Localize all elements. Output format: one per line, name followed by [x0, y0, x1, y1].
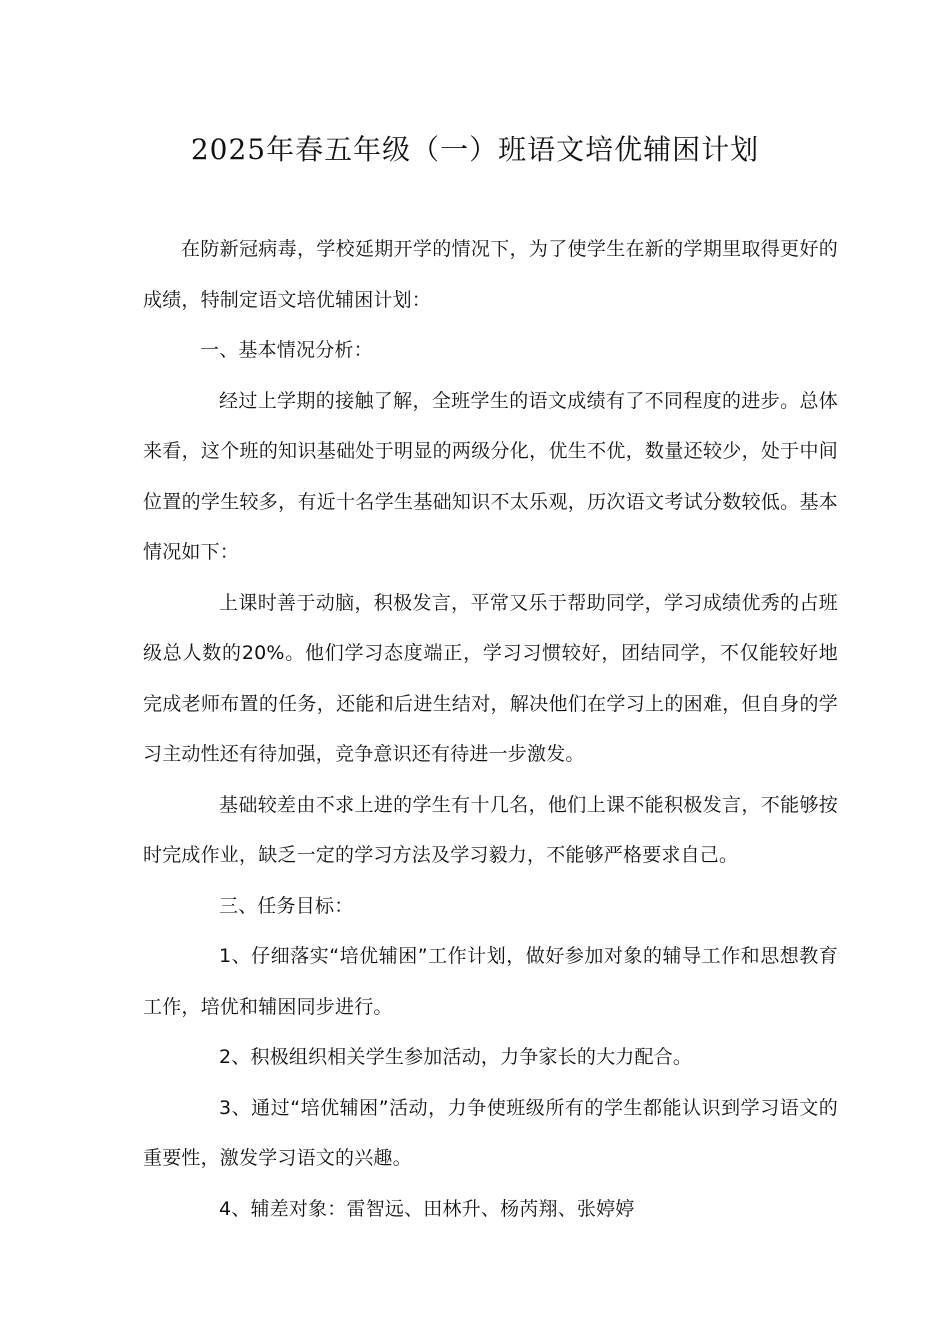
section-heading-basic-analysis: 一、基本情况分析： — [200, 339, 373, 361]
document-body — [143, 224, 838, 1234]
document-title: 2025年春五年级（一）班语文培优辅困计划 — [190, 133, 760, 166]
section-heading-goals: 三、任务目标： — [219, 894, 354, 917]
goal-item-1: 1、仔细落实“培优辅困”工作计划，做好参加对象的辅导工作和思想教育工作，培优和辅困同步进行。 — [143, 945, 838, 1018]
goal-item-2: 2、积极组织相关学生参加活动，力争家长的大力配合。 — [219, 1046, 693, 1068]
intro-paragraph: 在防新冠病毒，学校延期开学的情况下，为了使学生在新的学期里取得更好的成绩，特制定语文培优辅困计划： — [143, 238, 838, 311]
goal-item-4: 4、辅差对象：雷智远、田林升、杨芮翔、张婷婷 — [219, 1197, 635, 1220]
weak-students-paragraph: 基础较差由不求上进的学生有十几名，他们上课不能积极发言，不能够按时完成作业，缺乏一定的学习方法及学习毅力，不能够严格要求自己。 — [143, 793, 838, 866]
goal-item-3: 3、通过“培优辅困”活动，力争使班级所有的学生都能认识到学习语文的重要性，激发学习语文的兴趣。 — [143, 1096, 838, 1169]
analysis-paragraph: 经过上学期的接触了解，全班学生的语文成绩有了不同程度的进步。总体来看，这个班的知识基础处于明显的两级分化，优生不优，数量还较少，处于中间位置的学生较多，有近十名学生基础知识不太乐观，历次语文考试分数较低。基本情况如下： — [143, 389, 838, 563]
good-students-paragraph: 上课时善于动脑，积极发言，平常又乐于帮助同学，学习成绩优秀的占班级总人数的20%。他们学习态度端正，学习习惯较好，团结同学，不仅能较好地完成老师布置的任务，还能和后进生结对，解决他们在学习上的困难，但自身的学习主动性还有待加强，竞争意识还有待进一步激发。 — [143, 591, 838, 765]
